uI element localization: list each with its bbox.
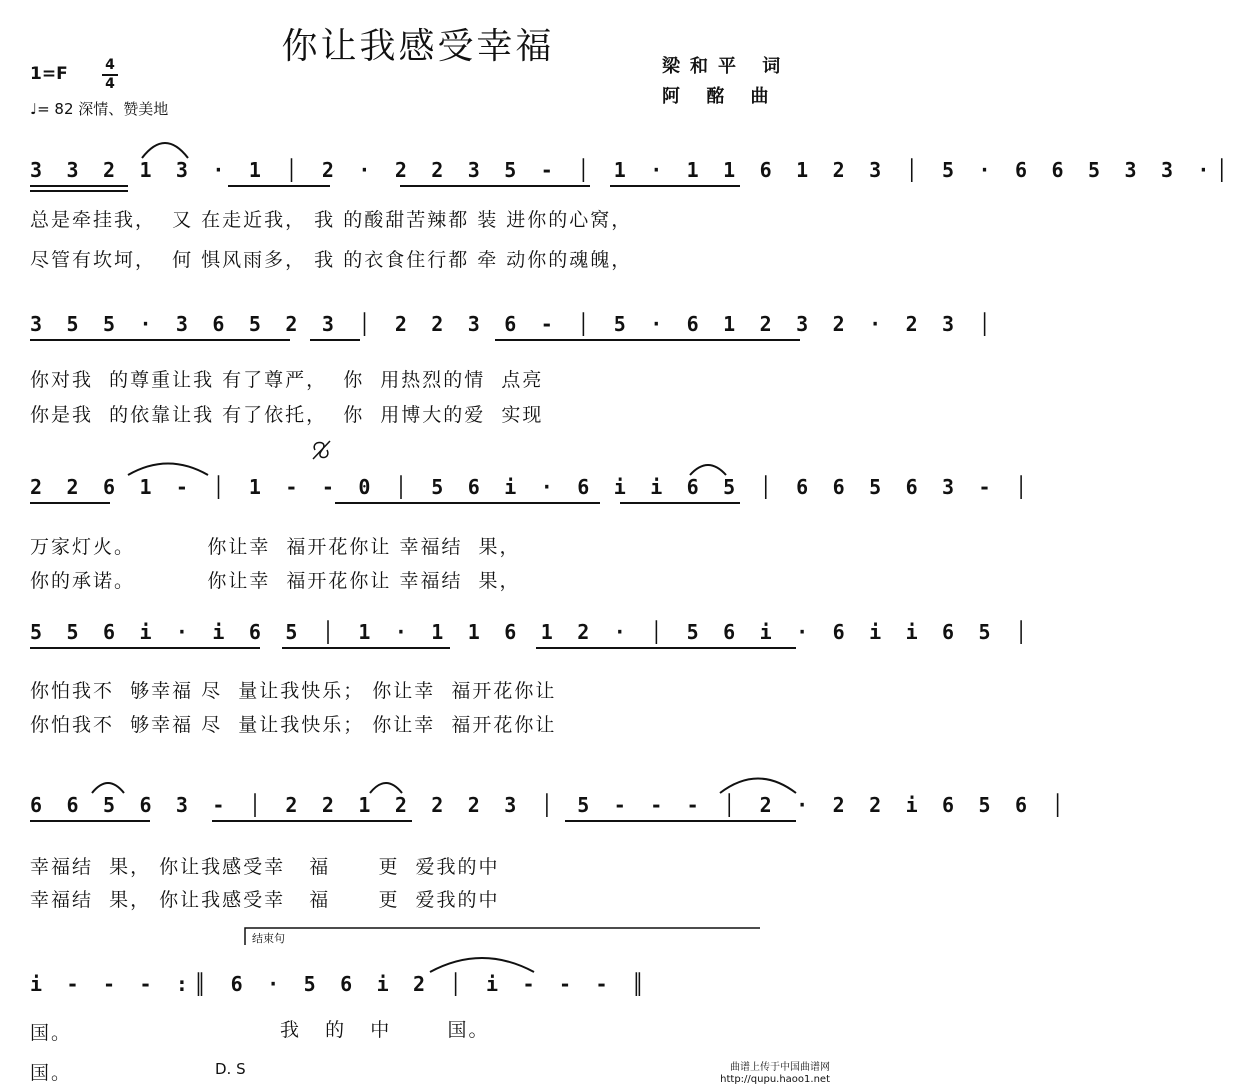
lyric-row-3-verse-1: 万家灯火。 你让幸 福开花你让 幸福结 果， [30,536,521,558]
dal-segno-mark: D. S [215,1060,246,1078]
notation-row-3: 2 2 6 1 - │ 1 - - 0 │ 5 6 i · 6 i i 6 5 │ 6 6 5 6 3 - │ [30,475,1034,499]
slur-row-1 [142,143,188,158]
time-signature-bottom: 4 [105,76,115,92]
notation-row-6: i - - - :║ 6 · 5 6 i 2 │ i - - - ║ [30,972,651,996]
lyricist-credit: 梁和平 词 [662,56,791,77]
slur-row-6 [430,958,534,972]
lyric-row-2-verse-2: 你是我 的依靠让我 有了依托， 你 用博大的爱 实现 [30,404,544,426]
lyric-row-1-verse-1: 总是牵挂我， 又 在走近我， 我 的酸甜苦辣都 装 进你的心窝， [30,209,633,231]
watermark-line-2: http://qupu.haoo1.net [720,1074,830,1085]
segno-icon [313,441,330,459]
slur-row-5c [720,779,796,794]
slur-row-3b [690,465,726,475]
time-signature-top: 4 [105,57,115,73]
lyric-row-1-verse-2: 尽管有坎坷， 何 惧风雨多， 我 的衣食住行都 牵 动你的魂魄， [30,249,633,271]
lyric-ending: 我 的 中 国。 [280,1019,490,1041]
lyric-row-5-verse-1: 幸福结 果， 你让我感受幸 福 更 爱我的中 [30,856,500,878]
notation-row-2: 3 5 5 · 3 6 5 2 3 │ 2 2 3 6 - │ 5 · 6 1 2 3 2 · 2 3 │ [30,312,997,336]
ending-label: 结束句 [252,932,285,945]
ending-bracket [245,928,760,945]
slur-row-5b [370,783,402,793]
lyric-row-6-verse-2: 国。 [30,1062,73,1084]
notation-row-1: 3 3 2 1 3 · 1 │ 2 · 2 2 3 5 - │ 1 · 1 1 6 1 2 3 │ 5 · 6 6 5 3 3 ·│ [30,158,1234,182]
slur-row-5a [92,783,124,793]
notation-row-4: 5 5 6 i · i 6 5 │ 1 · 1 1 6 1 2 · │ 5 6 i · 6 i i 6 5 │ [30,620,1034,644]
song-title: 你让我感受幸福 [281,26,555,67]
slur-row-3 [128,464,208,476]
lyric-row-4-verse-1: 你怕我不 够幸福 尽 量让我快乐； 你让幸 福开花你让 [30,680,557,702]
composer-credit: 阿 酩 曲 [662,86,779,107]
watermark-line-1: 曲谱上传于中国曲谱网 [730,1062,830,1073]
lyric-row-2-verse-1: 你对我 的尊重让我 有了尊严， 你 用热烈的情 点亮 [30,369,544,391]
lyric-row-4-verse-2: 你怕我不 够幸福 尽 量让我快乐； 你让幸 福开花你让 [30,714,557,736]
lyric-row-3-verse-2: 你的承诺。 你让幸 福开花你让 幸福结 果， [30,570,521,592]
tempo-marking: ♩= 82 深情、赞美地 [30,100,169,118]
notation-row-5: 6 6 5 6 3 - │ 2 2 1 2 2 2 3 │ 5 - - - │ 2 · 2 2 i 6 5 6 │ [30,793,1070,817]
lyric-row-6-verse-1: 国。 [30,1022,73,1044]
key-signature: 1=F [30,64,68,84]
lyric-row-5-verse-2: 幸福结 果， 你让我感受幸 福 更 爱我的中 [30,889,500,911]
